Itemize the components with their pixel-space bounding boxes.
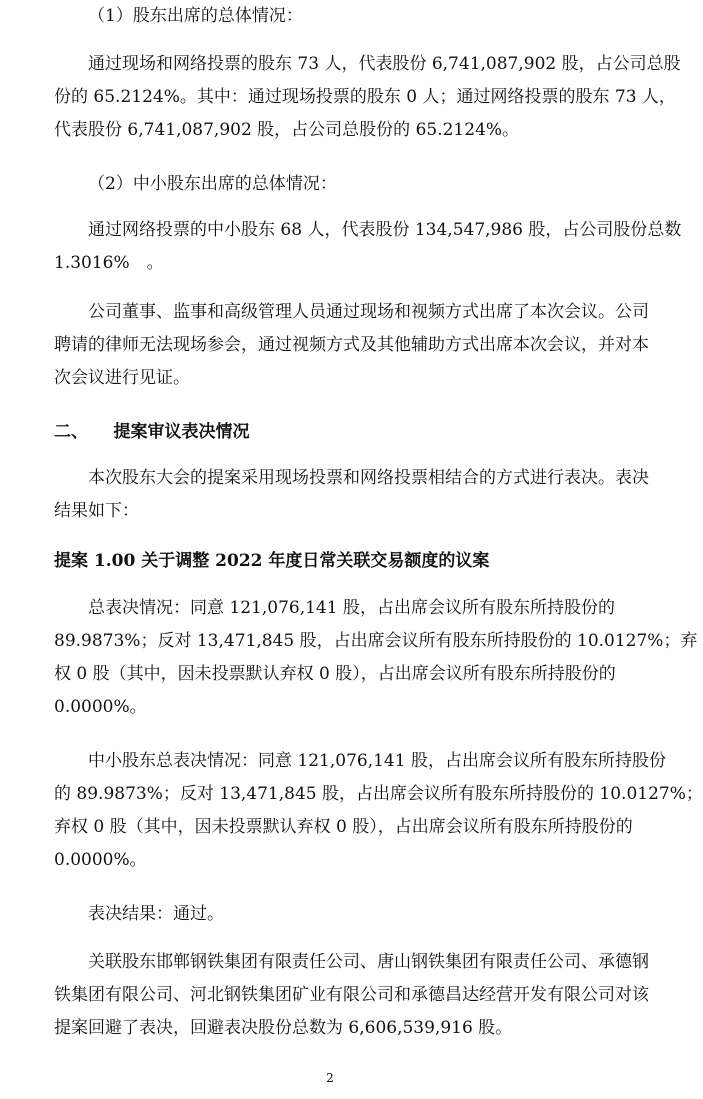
- proposal-heading: 提案 1.00 关于调整 2022 年度日常关联交易额度的议案: [54, 551, 490, 571]
- text-line: 通过网络投票的中小股东 68 人，代表股份 134,547,986 股，占公司股份总数: [88, 220, 682, 240]
- text-line: 份的 65.2124%。其中：通过现场投票的股东 0 人；通过网络投票的股东 73 人，: [54, 87, 676, 107]
- related-party-paragraph: [54, 946, 649, 1045]
- text-line: 1.3016% 。: [54, 253, 164, 273]
- total-vote-paragraph: [54, 592, 698, 724]
- section-2-heading: （2）中小股东出席的总体情况：: [88, 174, 337, 194]
- part-2-heading: 二、 提案审议表决情况: [54, 422, 250, 442]
- result-paragraph: [54, 898, 626, 931]
- text-line: 关联股东邯郸钢铁集团有限责任公司、唐山钢铁集团有限责任公司、承德钢: [88, 952, 649, 972]
- text-line: 权 0 股（其中，因未投票默认弃权 0 股），占出席会议所有股东所持股份的: [54, 664, 616, 684]
- minority-attendance-paragraph: [54, 214, 682, 280]
- part-2-heading-block: [54, 416, 626, 449]
- text-line: 0.0000%。: [54, 850, 147, 870]
- text-line: 的 89.9873%；反对 13,471,845 股，占出席会议所有股东所持股份的 10.0127%；: [54, 784, 703, 804]
- page-number: 2: [326, 1071, 334, 1085]
- section-1-heading: （1）股东出席的总体情况：: [88, 6, 303, 26]
- text-line: 公司董事、监事和高级管理人员通过现场和视频方式出席了本次会议。公司: [88, 302, 649, 322]
- text-line: 次会议进行见证。: [54, 368, 190, 388]
- shareholder-attendance-paragraph: [54, 48, 681, 147]
- text-line: 中小股东总表决情况：同意 121,076,141 股，占出席会议所有股东所持股份: [88, 751, 666, 771]
- vote-result: 表决结果：通过。: [88, 904, 224, 924]
- text-line: 0.0000%。: [54, 697, 147, 717]
- text-line: 总表决情况：同意 121,076,141 股，占出席会议所有股东所持股份的: [88, 598, 615, 618]
- voting-method-paragraph: [54, 462, 649, 528]
- proposal-heading-block: [54, 545, 626, 578]
- text-line: 弃权 0 股（其中，因未投票默认弃权 0 股），占出席会议所有股东所持股份的: [54, 817, 633, 837]
- section-2-heading-block: [54, 168, 626, 201]
- text-line: 89.9873%；反对 13,471,845 股，占出席会议所有股东所持股份的 10.0127%；弃: [54, 631, 698, 651]
- text-line: 本次股东大会的提案采用现场投票和网络投票相结合的方式进行表决。表决: [88, 468, 649, 488]
- text-line: 代表股份 6,741,087,902 股，占公司总股份的 65.2124%。: [54, 120, 520, 140]
- text-line: 铁集团有限公司、河北钢铁集团矿业有限公司和承德昌达经营开发有限公司对该: [54, 985, 649, 1005]
- text-line: 结果如下：: [54, 501, 139, 521]
- section-1-heading-block: [54, 0, 626, 33]
- text-line: 通过现场和网络投票的股东 73 人，代表股份 6,741,087,902 股，占公司总股: [88, 54, 681, 74]
- minority-vote-paragraph: [54, 745, 703, 877]
- text-line: 提案回避了表决，回避表决股份总数为 6,606,539,916 股。: [54, 1018, 513, 1038]
- text-line: 聘请的律师无法现场参会，通过视频方式及其他辅助方式出席本次会议，并对本: [54, 335, 649, 355]
- directors-attendance-paragraph: [54, 296, 649, 395]
